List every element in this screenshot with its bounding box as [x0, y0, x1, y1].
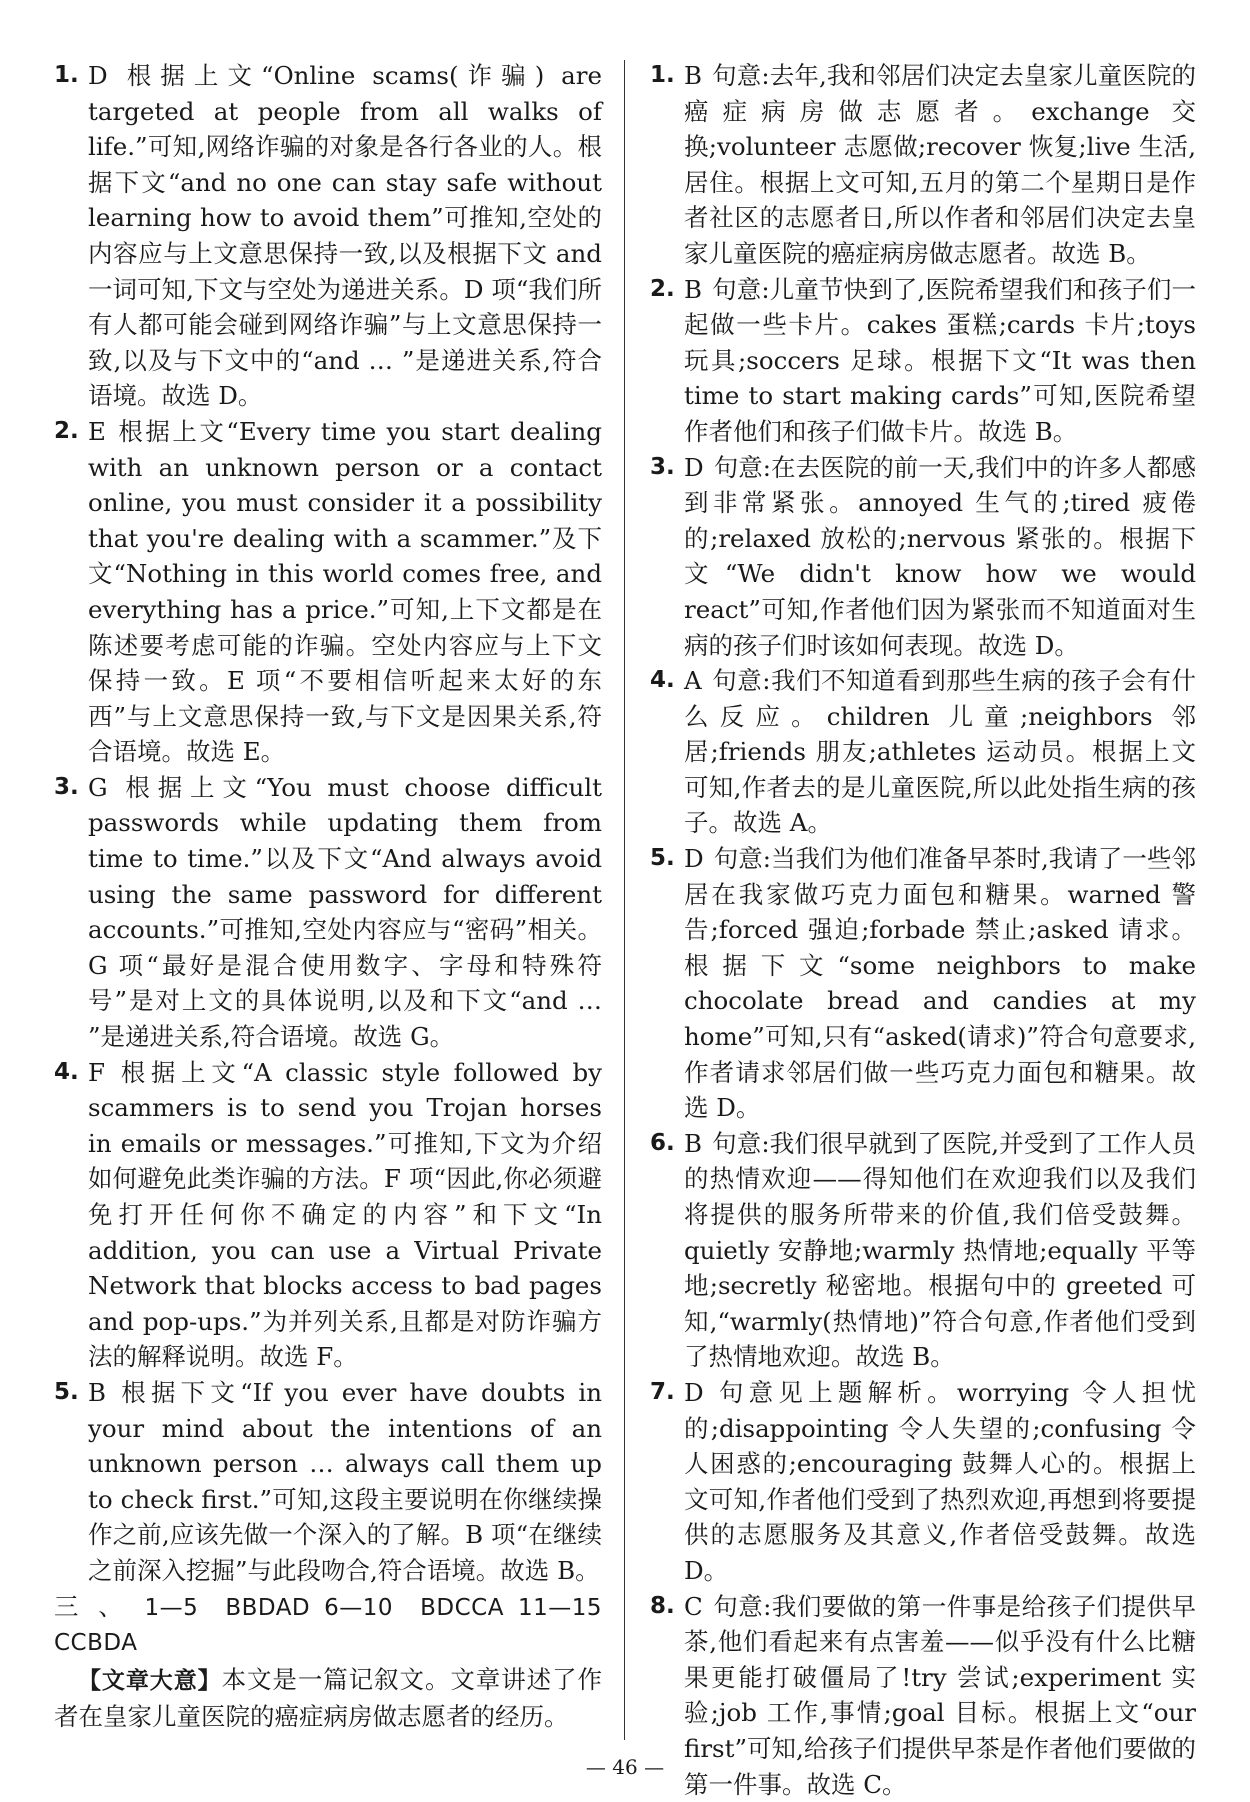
- answer-letter: B: [88, 1377, 107, 1407]
- column-divider: [624, 60, 625, 1740]
- explanation-text: 根据上文“Online scams(诈骗) are targeted at people from all walks of life.”可知,网络诈骗的对象是各行各业的人。根据下文“and no one can stay safe without learning how to avoid them”可推知,空处的内容应与上文意思保持一致,以及根据下文 and 一词可知,下文与空处为递进关系。D 项“我们所有人都可能会碰到网络诈骗”与上文意思保持一致,以及与下文中的“and … ”是递进关系,符合语境。故选 D。: [88, 61, 602, 411]
- answer-group: 11—15 CCBDA: [54, 1594, 602, 1657]
- answer-letter: D: [88, 61, 108, 90]
- item-number: 7.: [650, 1378, 675, 1405]
- item-number: 5.: [54, 1378, 79, 1405]
- item-number: 8.: [650, 1592, 675, 1619]
- section-answer-key: [54, 1589, 602, 1662]
- answer-letter: D: [684, 452, 704, 482]
- explanation-text: 根据上文“Every time you start dealing with an unknown person or a contact online, you must consider it a possibility that you're dealing with a scammer.”及下文“Nothing in this world comes free, and everything has a price.”可知,上下文都是在陈述要考虑可能的诈骗。空处内容应与上下文保持一致。E 项“不要相信听起来太好的东西”与上文意思保持一致,与下文是因果关系,符合语境。故选 E。: [88, 416, 602, 767]
- explanation-text: 根据下文“If you ever have doubts in your mind about the intentions of an unknown person … always call them up to check first.”可知,这段主要说明在你继续操作之前,应该先做一个深入的了解。B 项“在继续之前深入挖掘”与此段吻合,符合语境。故选 B。: [88, 1377, 602, 1585]
- explanation-text: 句意:我们很早就到了医院,并受到了工作人员的热情欢迎——得知他们在欢迎我们以及我们将提供的服务所带来的价值,我们倍受鼓舞。quietly 安静地;warmly 热情地;equally 平等地;secretly 秘密地。根据句中的 greeted 可知,“warmly(热情地)”符合句意,作者他们受到了热情地欢迎。故选 B。: [684, 1128, 1196, 1372]
- right-column: [650, 58, 1196, 1802]
- answer-letter: B: [684, 274, 703, 304]
- explanation-text: 根据上文“A classic style followed by scammers is to send you Trojan horses in emails or messages.”可推知,下文为介绍如何避免此类诈骗的方法。F 项“因此,你必须避免打开任何你不确定的内容”和下文“In addition, you can use a Virtual Private Network that blocks access to bad pages and pop-ups.”为并列关系,且都是对防诈骗方法的解释说明。故选 F。: [88, 1057, 602, 1372]
- item-number: 3.: [650, 453, 675, 480]
- answer-letter: A: [684, 666, 702, 696]
- answer-item: [650, 58, 1196, 272]
- explanation-text: 句意:我们要做的第一件事是给孩子们提供早茶,他们看起来有点害羞——似乎没有什么比糖果更能打破僵局了!try 尝试;experiment 实验;job 工作,事情;goal 目标。根据上文“our first”可知,给孩子们提供早茶是作者他们要做的第一件事。故选 C。: [684, 1591, 1196, 1799]
- summary-text: 本文是一篇记叙文。文章讲述了作者在皇家儿童医院的癌症病房做志愿者的经历。: [54, 1664, 603, 1732]
- answer-item: [650, 1126, 1196, 1375]
- answer-item: [650, 272, 1196, 450]
- answer-letter: D: [684, 1377, 704, 1407]
- answer-group: 1—5 BBDAD: [144, 1594, 311, 1621]
- answer-letter: F: [88, 1057, 105, 1087]
- answer-letter: B: [684, 1128, 703, 1158]
- explanation-text: 句意:我们不知道看到那些生病的孩子会有什么反应。children 儿童;neighbors 邻居;friends 朋友;athletes 运动员。根据上文可知,作者去的是儿童医院,所以此处指生病的孩子。故选 A。: [684, 666, 1196, 838]
- answer-letter: E: [88, 416, 106, 446]
- answer-group: 6—10 BDCCA: [324, 1594, 504, 1621]
- answer-item: [650, 450, 1196, 664]
- item-number: 2.: [54, 417, 79, 444]
- answer-letter: C: [684, 1591, 703, 1621]
- answer-letter: G: [88, 772, 108, 802]
- answer-letter: B: [684, 61, 703, 90]
- explanation-text: 句意:当我们为他们准备早茶时,我请了一些邻居在我家做巧克力面包和糖果。warned 警告;forced 强迫;forbade 禁止;asked 请求。根据下文“some neighbors to make chocolate bread and candies at my home”可知,只有“asked(请求)”符合句意要求,作者请求邻居们做一些巧克力面包和糖果。故选 D。: [684, 844, 1196, 1123]
- answer-item: [650, 663, 1196, 841]
- item-number: 1.: [54, 62, 79, 88]
- item-number: 4.: [54, 1058, 79, 1085]
- item-number: 1.: [650, 62, 675, 88]
- item-number: 5.: [650, 845, 675, 872]
- answer-item: [54, 58, 602, 414]
- section-label: 三、: [54, 1591, 143, 1621]
- item-number: 3.: [54, 773, 79, 800]
- answer-item: [650, 1375, 1196, 1589]
- item-number: 2.: [650, 275, 675, 302]
- page-number: — 46 —: [585, 1755, 665, 1779]
- answer-item: [650, 841, 1196, 1126]
- explanation-text: 句意见上题解析。worrying 令人担忧的;disappointing 令人失望的;confusing 令人困惑的;encouraging 鼓舞人心的。根据上文可知,作者他们受到了热烈欢迎,再想到将要提供的志愿服务及其意义,作者倍受鼓舞。故选 D。: [684, 1377, 1196, 1585]
- summary-tag: 【文章大意】: [78, 1667, 222, 1694]
- explanation-text: 句意:儿童节快到了,医院希望我们和孩子们一起做一些卡片。cakes 蛋糕;cards 卡片;toys 玩具;soccers 足球。根据下文“It was then time to start making cards”可知,医院希望作者他们和孩子们做卡片。故选 B。: [684, 274, 1196, 446]
- answer-letter: D: [684, 844, 704, 874]
- explanation-text: 根据上文“You must choose difficult passwords while updating them from time to time.”以及下文“And always avoid using the same password for different accounts.”可推知,空处内容应与“密码”相关。G 项“最好是混合使用数字、字母和特殊符号”是对上文的具体说明,以及和下文“and … ”是递进关系,符合语境。故选 G。: [88, 772, 602, 1052]
- answer-item: [54, 770, 602, 1055]
- article-summary: [54, 1662, 602, 1735]
- answer-item: [54, 414, 602, 770]
- explanation-text: 句意:在去医院的前一天,我们中的许多人都感到非常紧张。annoyed 生气的;tired 疲倦的;relaxed 放松的;nervous 紧张的。根据下文“We didn't know how we would react”可知,作者他们因为紧张而不知道面对生病的孩子们时该如何表现。故选 D。: [684, 452, 1196, 660]
- left-column: [54, 58, 602, 1735]
- item-number: 6.: [650, 1129, 675, 1156]
- item-number: 4.: [650, 667, 675, 694]
- explanation-text: 句意:去年,我和邻居们决定去皇家儿童医院的癌症病房做志愿者。exchange 交换;volunteer 志愿做;recover 恢复;live 生活,居住。根据上文可知,五月的第二个星期日是作者社区的志愿者日,所以作者和邻居们决定去皇家儿童医院的癌症病房做志愿者。故选 B。: [684, 61, 1196, 268]
- answer-item: [54, 1055, 602, 1375]
- answer-item: [54, 1375, 602, 1589]
